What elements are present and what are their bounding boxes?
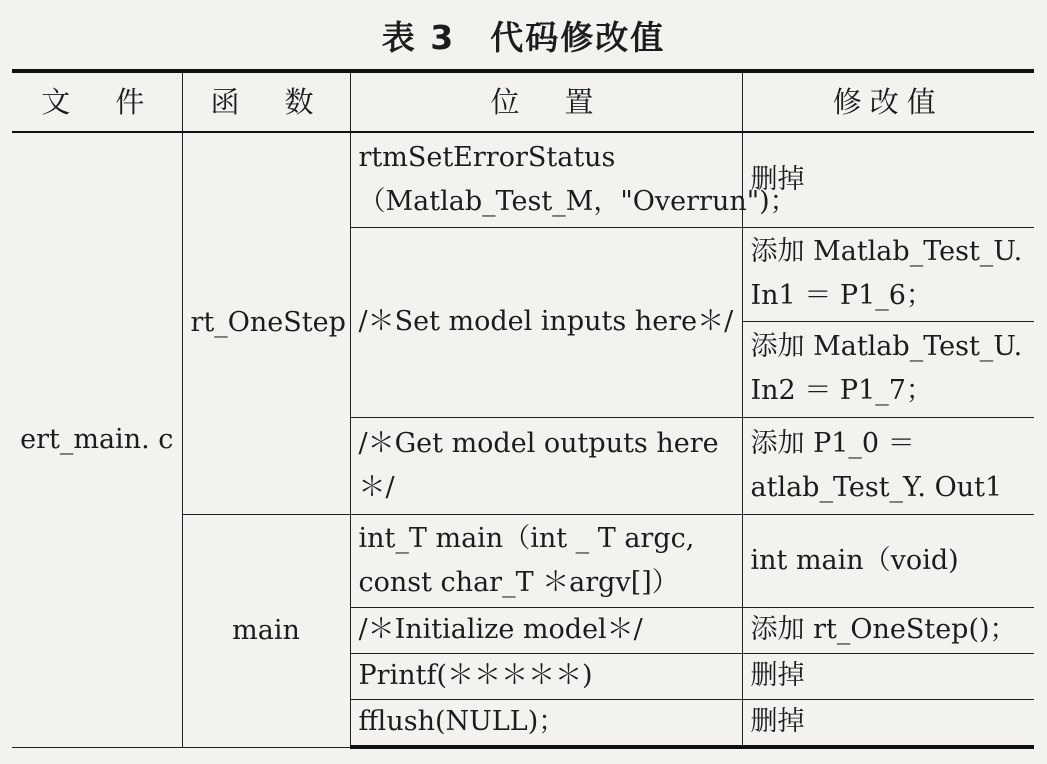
position-cell: int_T main（int _ T argc, const char_T ＊argv[]） (350, 514, 742, 607)
function-cell-main: main (182, 514, 350, 747)
header-file: 文 件 (12, 71, 182, 132)
position-cell: rtmSetErrorStatus（Matlab_Test_M，"Overrun")； (350, 132, 742, 227)
position-cell: /＊Set model inputs here＊/ (350, 227, 742, 417)
modification-cell: 添加 P1_0 ＝ atlab_Test_Y. Out1 (742, 417, 1034, 514)
code-modification-table (12, 69, 1034, 749)
header-modification: 修改值 (742, 71, 1034, 132)
modification-cell: 删掉 (742, 653, 1034, 699)
modification-cell: 添加 Matlab_Test_U. In2 ＝ P1_7； (742, 321, 1034, 417)
function-cell-rt-onestep: rt_OneStep (182, 132, 350, 514)
file-cell: ert_main. c (12, 132, 182, 747)
position-cell: /＊Initialize model＊/ (350, 607, 742, 653)
position-cell: fflush(NULL)； (350, 699, 742, 747)
modification-cell: int main（void) (742, 514, 1034, 607)
header-row (12, 71, 1034, 132)
header-function: 函 数 (182, 71, 350, 132)
position-cell: Printf(＊＊＊＊＊) (350, 653, 742, 699)
modification-cell: 添加 Matlab_Test_U. In1 ＝ P1_6； (742, 227, 1034, 321)
modification-cell: 删掉 (742, 699, 1034, 747)
modification-cell: 添加 rt_OneStep()； (742, 607, 1034, 653)
modification-cell: 删掉 (742, 132, 1034, 227)
position-cell: /＊Get model outputs here ＊/ (350, 417, 742, 514)
table-row (12, 132, 1034, 227)
header-position: 位 置 (350, 71, 742, 132)
table-caption: 表 3 代码修改值 (381, 18, 666, 57)
